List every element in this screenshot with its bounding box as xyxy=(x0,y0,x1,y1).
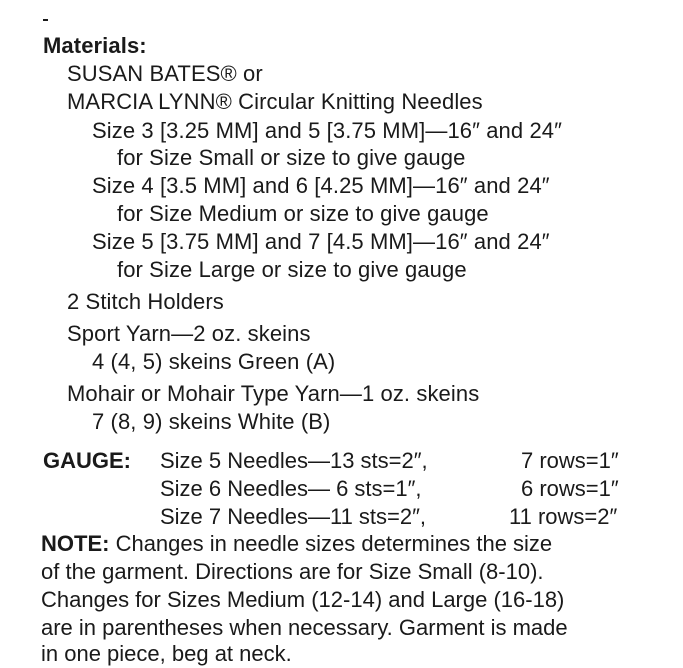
sport-yarn-title: Sport Yarn—2 oz. skeins xyxy=(67,321,311,346)
needle-size-medium-note: for Size Medium or size to give gauge xyxy=(117,201,489,226)
gauge-row-size5-rows: 7 rows=1″ xyxy=(521,448,619,473)
needle-size-medium: Size 4 [3.5 MM] and 6 [4.25 MM]—16″ and 24″ xyxy=(92,173,550,198)
brand-susan-bates: SUSAN BATES® or xyxy=(67,61,263,86)
needle-size-small-note: for Size Small or size to give gauge xyxy=(117,145,466,170)
mohair-yarn-qty: 7 (8, 9) skeins White (B) xyxy=(92,409,331,434)
gauge-row-size7-rows: 11 rows=2″ xyxy=(509,504,618,529)
note-line-4: are in parentheses when necessary. Garment is made xyxy=(41,615,568,640)
gauge-row-size6-needle: Size 6 Needles— 6 sts=1″, xyxy=(160,476,422,501)
gauge-row-size5-needle: Size 5 Needles—13 sts=2″, xyxy=(160,448,428,473)
note-line-5: in one piece, beg at neck. xyxy=(41,641,292,666)
note-text-1: Changes in needle sizes determines the size xyxy=(115,531,553,556)
print-mark xyxy=(43,19,48,21)
brand-marcia-lynn: MARCIA LYNN® Circular Knitting Needles xyxy=(67,89,483,114)
mohair-yarn-title: Mohair or Mohair Type Yarn—1 oz. skeins xyxy=(67,381,480,406)
needle-size-large-note: for Size Large or size to give gauge xyxy=(117,257,467,282)
gauge-row-size7-needle: Size 7 Needles—11 sts=2″, xyxy=(160,504,427,529)
note-line-1 xyxy=(41,530,667,558)
needle-size-small: Size 3 [3.25 MM] and 5 [3.75 MM]—16″ and 24″ xyxy=(92,118,562,143)
gauge-label: GAUGE: xyxy=(43,448,131,473)
gauge-row-size6-rows: 6 rows=1″ xyxy=(521,476,619,501)
note-line-2: of the garment. Directions are for Size Small (8-10). xyxy=(41,559,544,584)
needle-size-large: Size 5 [3.75 MM] and 7 [4.5 MM]—16″ and 24″ xyxy=(92,229,550,254)
note-line-3: Changes for Sizes Medium (12-14) and Large (16-18) xyxy=(41,587,565,612)
note-label: NOTE: xyxy=(41,531,110,556)
materials-heading: Materials: xyxy=(43,33,147,58)
sport-yarn-qty: 4 (4, 5) skeins Green (A) xyxy=(92,349,336,374)
stitch-holders: 2 Stitch Holders xyxy=(67,289,224,314)
